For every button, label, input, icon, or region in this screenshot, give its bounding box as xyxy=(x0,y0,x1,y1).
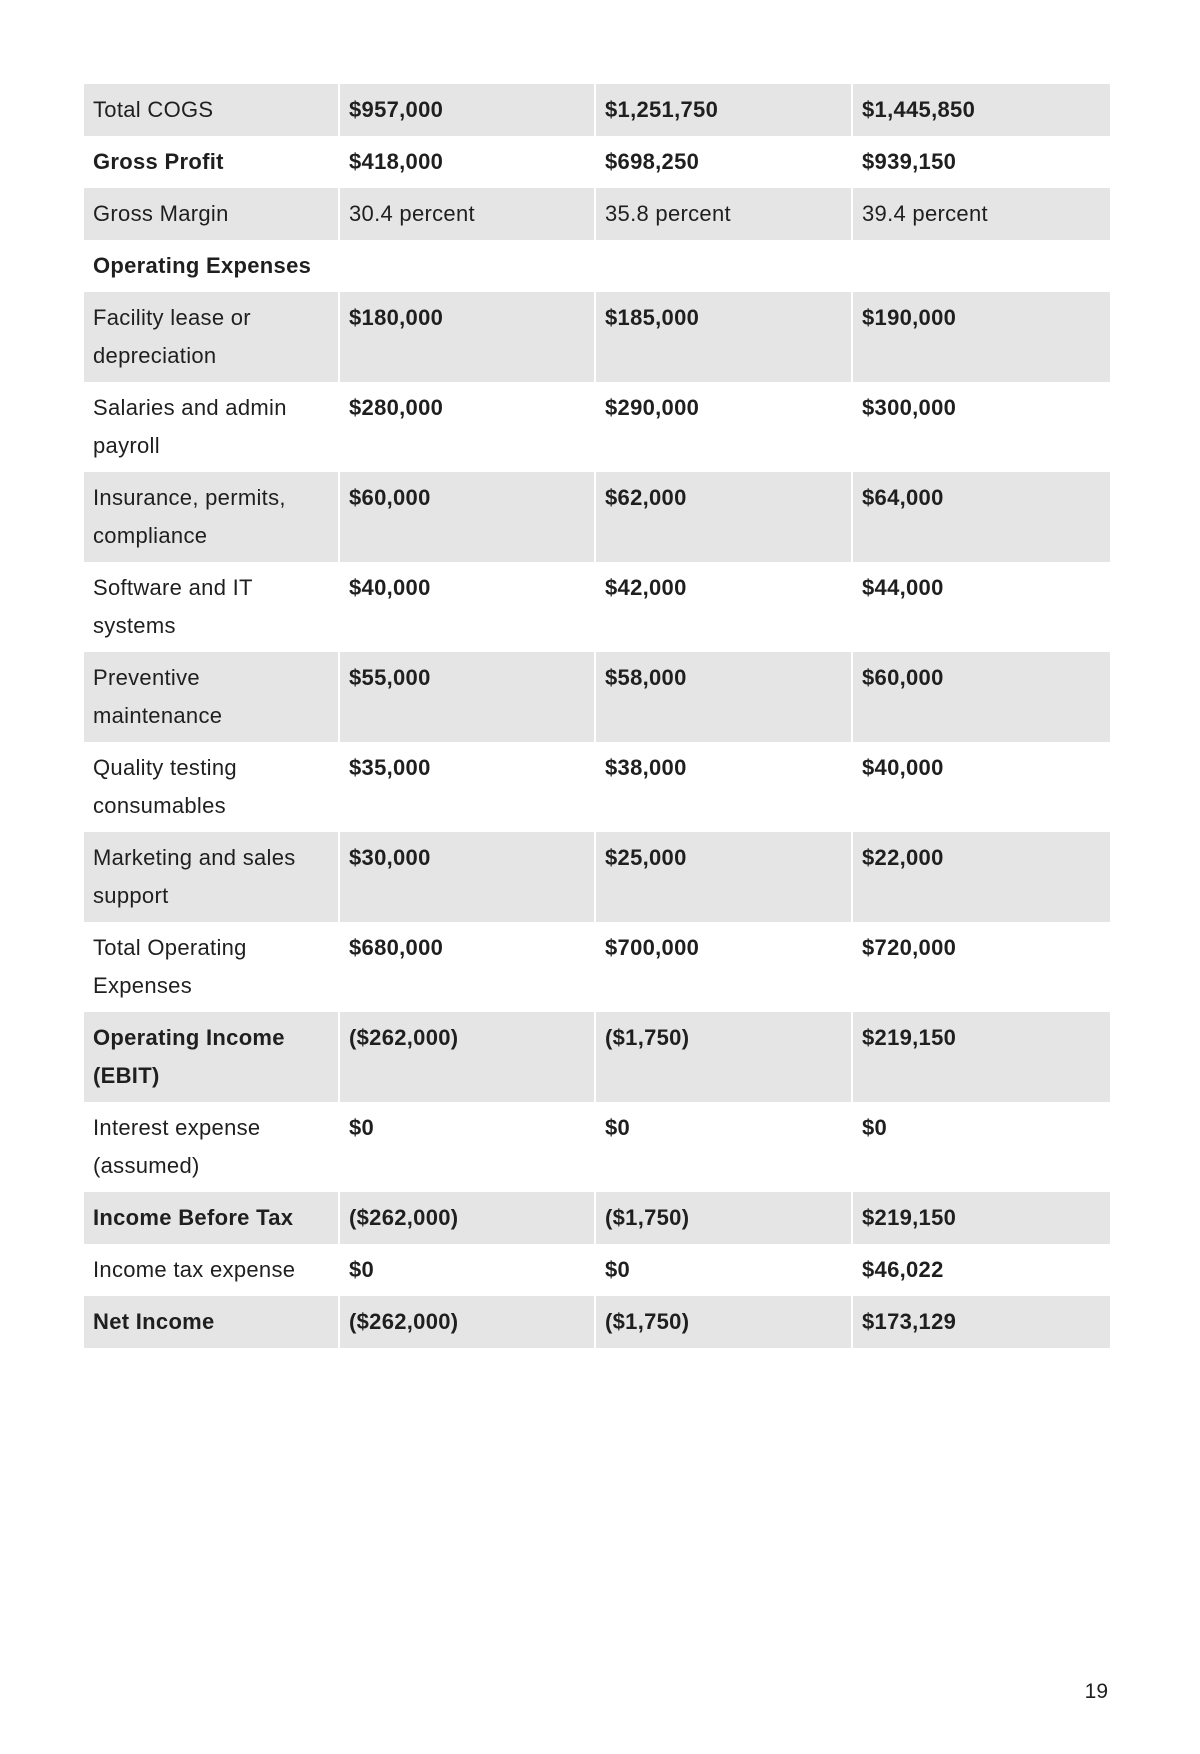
row-value-col-2: $0 xyxy=(596,1102,853,1192)
row-value-col-1: $60,000 xyxy=(340,472,596,562)
row-value-col-3: $219,150 xyxy=(853,1012,1110,1102)
row-value-col-3: $0 xyxy=(862,1115,888,1140)
row-label: Net Income xyxy=(84,1296,340,1348)
table-row xyxy=(84,1012,1110,1102)
row-label: Operating Income (EBIT) xyxy=(84,1012,340,1102)
row-label: Income Before Tax xyxy=(84,1192,340,1244)
row-value-col-3: $46,022 xyxy=(862,1257,944,1282)
table-row xyxy=(84,382,1110,472)
row-value-col-3: $60,000 xyxy=(853,652,1110,742)
row-value-col-3: $22,000 xyxy=(853,832,1110,922)
table-row xyxy=(84,292,1110,382)
row-value-col-2: ($1,750) xyxy=(596,1192,853,1244)
table-row xyxy=(84,1296,1110,1348)
row-value-col-1: $40,000 xyxy=(340,562,596,652)
table-row xyxy=(84,240,1110,292)
row-value-col-1: ($262,000) xyxy=(340,1296,596,1348)
table-row xyxy=(84,922,1110,1012)
row-value-col-3: 39.4 percent xyxy=(853,188,1110,240)
row-value-col-1: ($262,000) xyxy=(340,1012,596,1102)
row-value-col-2: $290,000 xyxy=(596,382,853,472)
row-label: Gross Margin xyxy=(84,188,340,240)
row-value-col-3: $40,000 xyxy=(862,755,944,780)
row-value-col-2: $25,000 xyxy=(596,832,853,922)
row-value-col-1 xyxy=(340,240,596,292)
row-value-col-1: $418,000 xyxy=(340,136,596,188)
row-value-col-2: $42,000 xyxy=(596,562,853,652)
row-value-col-1: $35,000 xyxy=(340,742,596,832)
row-value-col-2: $700,000 xyxy=(596,922,853,1012)
row-value-col-2: $38,000 xyxy=(596,742,853,832)
row-value-col-1: 30.4 percent xyxy=(340,188,596,240)
row-value-col-2: $58,000 xyxy=(596,652,853,742)
row-label: Marketing and sales support xyxy=(84,832,340,922)
row-value-col-2: $62,000 xyxy=(596,472,853,562)
row-label: Insurance, permits, compliance xyxy=(84,472,340,562)
row-value-col-2 xyxy=(596,240,853,292)
row-value-col-1: $0 xyxy=(340,1102,596,1192)
row-value-col-2: ($1,750) xyxy=(596,1296,853,1348)
row-value-col-3: $939,150 xyxy=(862,149,957,174)
row-value-col-1: $180,000 xyxy=(340,292,596,382)
row-value-col-1: $0 xyxy=(340,1244,596,1296)
row-value-col-3: $1,445,850 xyxy=(853,84,1110,136)
row-value-col-2: $0 xyxy=(596,1244,853,1296)
row-value-col-3: $44,000 xyxy=(862,575,944,600)
table-row xyxy=(84,652,1110,742)
row-label: Operating Expenses xyxy=(84,240,340,292)
row-value-col-3: $173,129 xyxy=(853,1296,1110,1348)
table-row xyxy=(84,136,1110,188)
row-label: Software and IT systems xyxy=(84,562,340,652)
table-row xyxy=(84,84,1110,136)
row-label: Preventive maintenance xyxy=(84,652,340,742)
row-label: Facility lease or depreciation xyxy=(84,292,340,382)
row-value-col-1: $280,000 xyxy=(340,382,596,472)
table-row xyxy=(84,1102,1110,1192)
row-value-col-1: $30,000 xyxy=(340,832,596,922)
table-row xyxy=(84,1244,1110,1296)
page-number: 19 xyxy=(1084,1680,1108,1703)
row-value-col-1: $55,000 xyxy=(340,652,596,742)
row-value-col-2: $185,000 xyxy=(596,292,853,382)
table-row xyxy=(84,832,1110,922)
row-label: Gross Profit xyxy=(84,136,340,188)
row-value-col-2: ($1,750) xyxy=(596,1012,853,1102)
table-row xyxy=(84,472,1110,562)
row-value-col-2: 35.8 percent xyxy=(596,188,853,240)
row-value-col-3 xyxy=(853,240,1110,292)
row-value-col-1: $957,000 xyxy=(340,84,596,136)
row-value-col-1: $680,000 xyxy=(340,922,596,1012)
row-value-col-3: $219,150 xyxy=(853,1192,1110,1244)
row-value-col-2: $1,251,750 xyxy=(596,84,853,136)
row-label: Salaries and admin payroll xyxy=(84,382,340,472)
table-row xyxy=(84,188,1110,240)
table-row xyxy=(84,742,1110,832)
financial-table xyxy=(84,84,1110,1348)
row-value-col-3: $64,000 xyxy=(853,472,1110,562)
row-label: Total COGS xyxy=(84,84,340,136)
row-value-col-3: $720,000 xyxy=(862,935,957,960)
table-row xyxy=(84,1192,1110,1244)
row-value-col-3: $190,000 xyxy=(853,292,1110,382)
row-label: Income tax expense xyxy=(84,1244,340,1296)
row-value-col-1: ($262,000) xyxy=(340,1192,596,1244)
row-label: Quality testing consumables xyxy=(84,742,340,832)
row-label: Total Operating Expenses xyxy=(84,922,340,1012)
row-label: Interest expense (assumed) xyxy=(84,1102,340,1192)
table-row xyxy=(84,562,1110,652)
row-value-col-2: $698,250 xyxy=(596,136,853,188)
row-value-col-3: $300,000 xyxy=(862,395,957,420)
financial-table-body xyxy=(84,84,1110,1348)
